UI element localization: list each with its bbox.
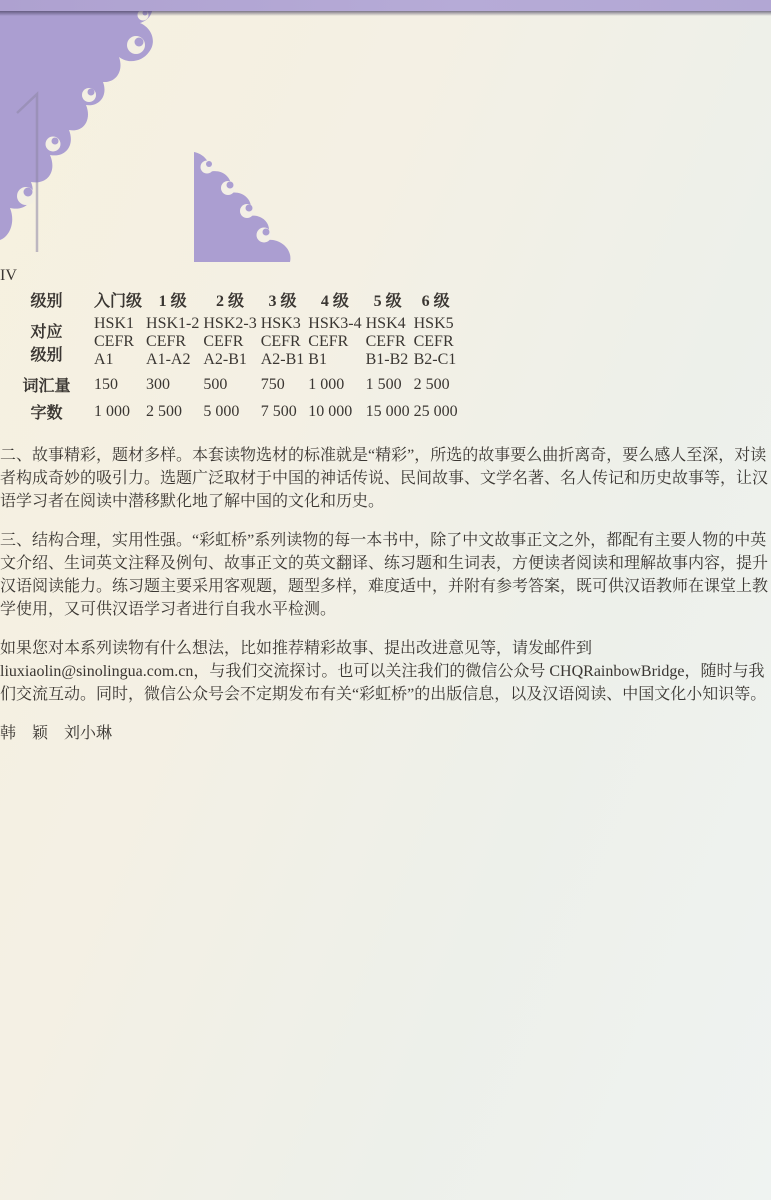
chars-cell: 7 500 (260, 402, 297, 420)
row-label-cell: 对应 级别 (30, 324, 63, 364)
level-header-cell: 5 级 (373, 293, 402, 310)
cefr-cell: HSK3-4 CEFR B1 (308, 315, 362, 368)
preface-text (0, 442, 771, 743)
chars-cell: 10 000 (308, 402, 353, 420)
vocab-cell: 1 500 (365, 375, 402, 393)
level-header-cell: 1 级 (158, 293, 187, 310)
cefr-cell: HSK4 CEFR B1-B2 (365, 315, 409, 368)
cefr-cell: HSK3 CEFR A2-B1 (260, 315, 305, 368)
chars-cell: 5 000 (203, 402, 240, 420)
level-header-cell: 入门级 (94, 293, 143, 310)
level-header-cell: 4 级 (320, 293, 349, 310)
paragraph-lead: 三、结构合理，实用性强。 (0, 532, 193, 549)
row-label-cell: 字数 (30, 405, 63, 422)
chars-cell: 1 000 (94, 402, 130, 420)
level-header-cell: 6 级 (421, 293, 450, 310)
cloud-ornament-bottom-left-icon (194, 150, 296, 262)
vocab-cell: 1 000 (308, 375, 345, 393)
paragraph (0, 635, 771, 704)
vocab-cell: 300 (146, 375, 171, 393)
page-number-tab (0, 267, 771, 285)
signature-authors: 韩 颖 刘小琳 (0, 725, 113, 742)
vocab-cell: 150 (94, 375, 118, 393)
chars-cell: 15 000 (365, 402, 410, 420)
vocab-cell: 500 (203, 375, 228, 393)
level-header-cell: 2 级 (216, 293, 245, 310)
paragraph (0, 442, 771, 511)
paragraph-lead: 二、故事精彩，题材多样。 (0, 447, 193, 464)
level-header-cell: 3 级 (268, 293, 297, 310)
row-label-cell: 词汇量 (22, 378, 71, 395)
left-border-strip (0, 0, 10, 1200)
cefr-cell: HSK1-2 CEFR A1-A2 (146, 315, 200, 368)
paragraph-body: 本套读物选材的标准就是“精彩”，所选的故事要么曲折离奇，要么感人至深，对读者构成奇妙的吸引力。选题广泛取材于中国的神话传说、民间故事、文学名著、名人传记和历史故事等，让汉语学习者在阅读中潜移默化地了解中国的文化和历史。 (0, 447, 769, 510)
top-border-band (0, 0, 771, 11)
top-border-shadow (0, 11, 771, 16)
cloud-ornament-top-left-icon (0, 0, 190, 262)
paragraph (0, 527, 771, 619)
vocab-cell: 750 (260, 375, 285, 393)
chars-cell: 2 500 (146, 402, 183, 420)
level-table (0, 285, 461, 426)
paragraph-body: 如果您对本系列读物有什么想法，比如推荐精彩故事、提出改进意见等，请发邮件到 liuxiaolin@sinolingua.com.cn，与我们交流探讨。也可以关注我们的微信公众号 CHQRainbowBridge，随时与我们交流互动。同时，微信公众号会不定期发布有关“彩虹桥”的出版信息，以及汉语阅读、中国文化小知识等。 (0, 640, 767, 703)
vocab-cell: 2 500 (413, 375, 450, 393)
page-number: IV (0, 267, 17, 284)
paragraph-body: “彩虹桥”系列读物的每一本书中，除了中文故事正文之外，都配有主要人物的中英文介绍、生词英文注释及例句、故事正文的英文翻译、练习题和生词表，方便读者阅读和理解故事内容，提升汉语阅读能力。练习题主要采用客观题，题型多样，难度适中，并附有参考答案，既可供汉语教师在课堂上教学使用，又可供汉语学习者进行自我水平检测。 (0, 532, 769, 618)
cefr-cell: HSK2-3 CEFR A2-B1 (203, 315, 257, 368)
cefr-cell: HSK1 CEFR A1 (94, 315, 135, 368)
level-header-cell: 级别 (30, 293, 63, 310)
cefr-cell: HSK5 CEFR B2-C1 (413, 315, 457, 368)
chars-cell: 25 000 (413, 402, 458, 420)
